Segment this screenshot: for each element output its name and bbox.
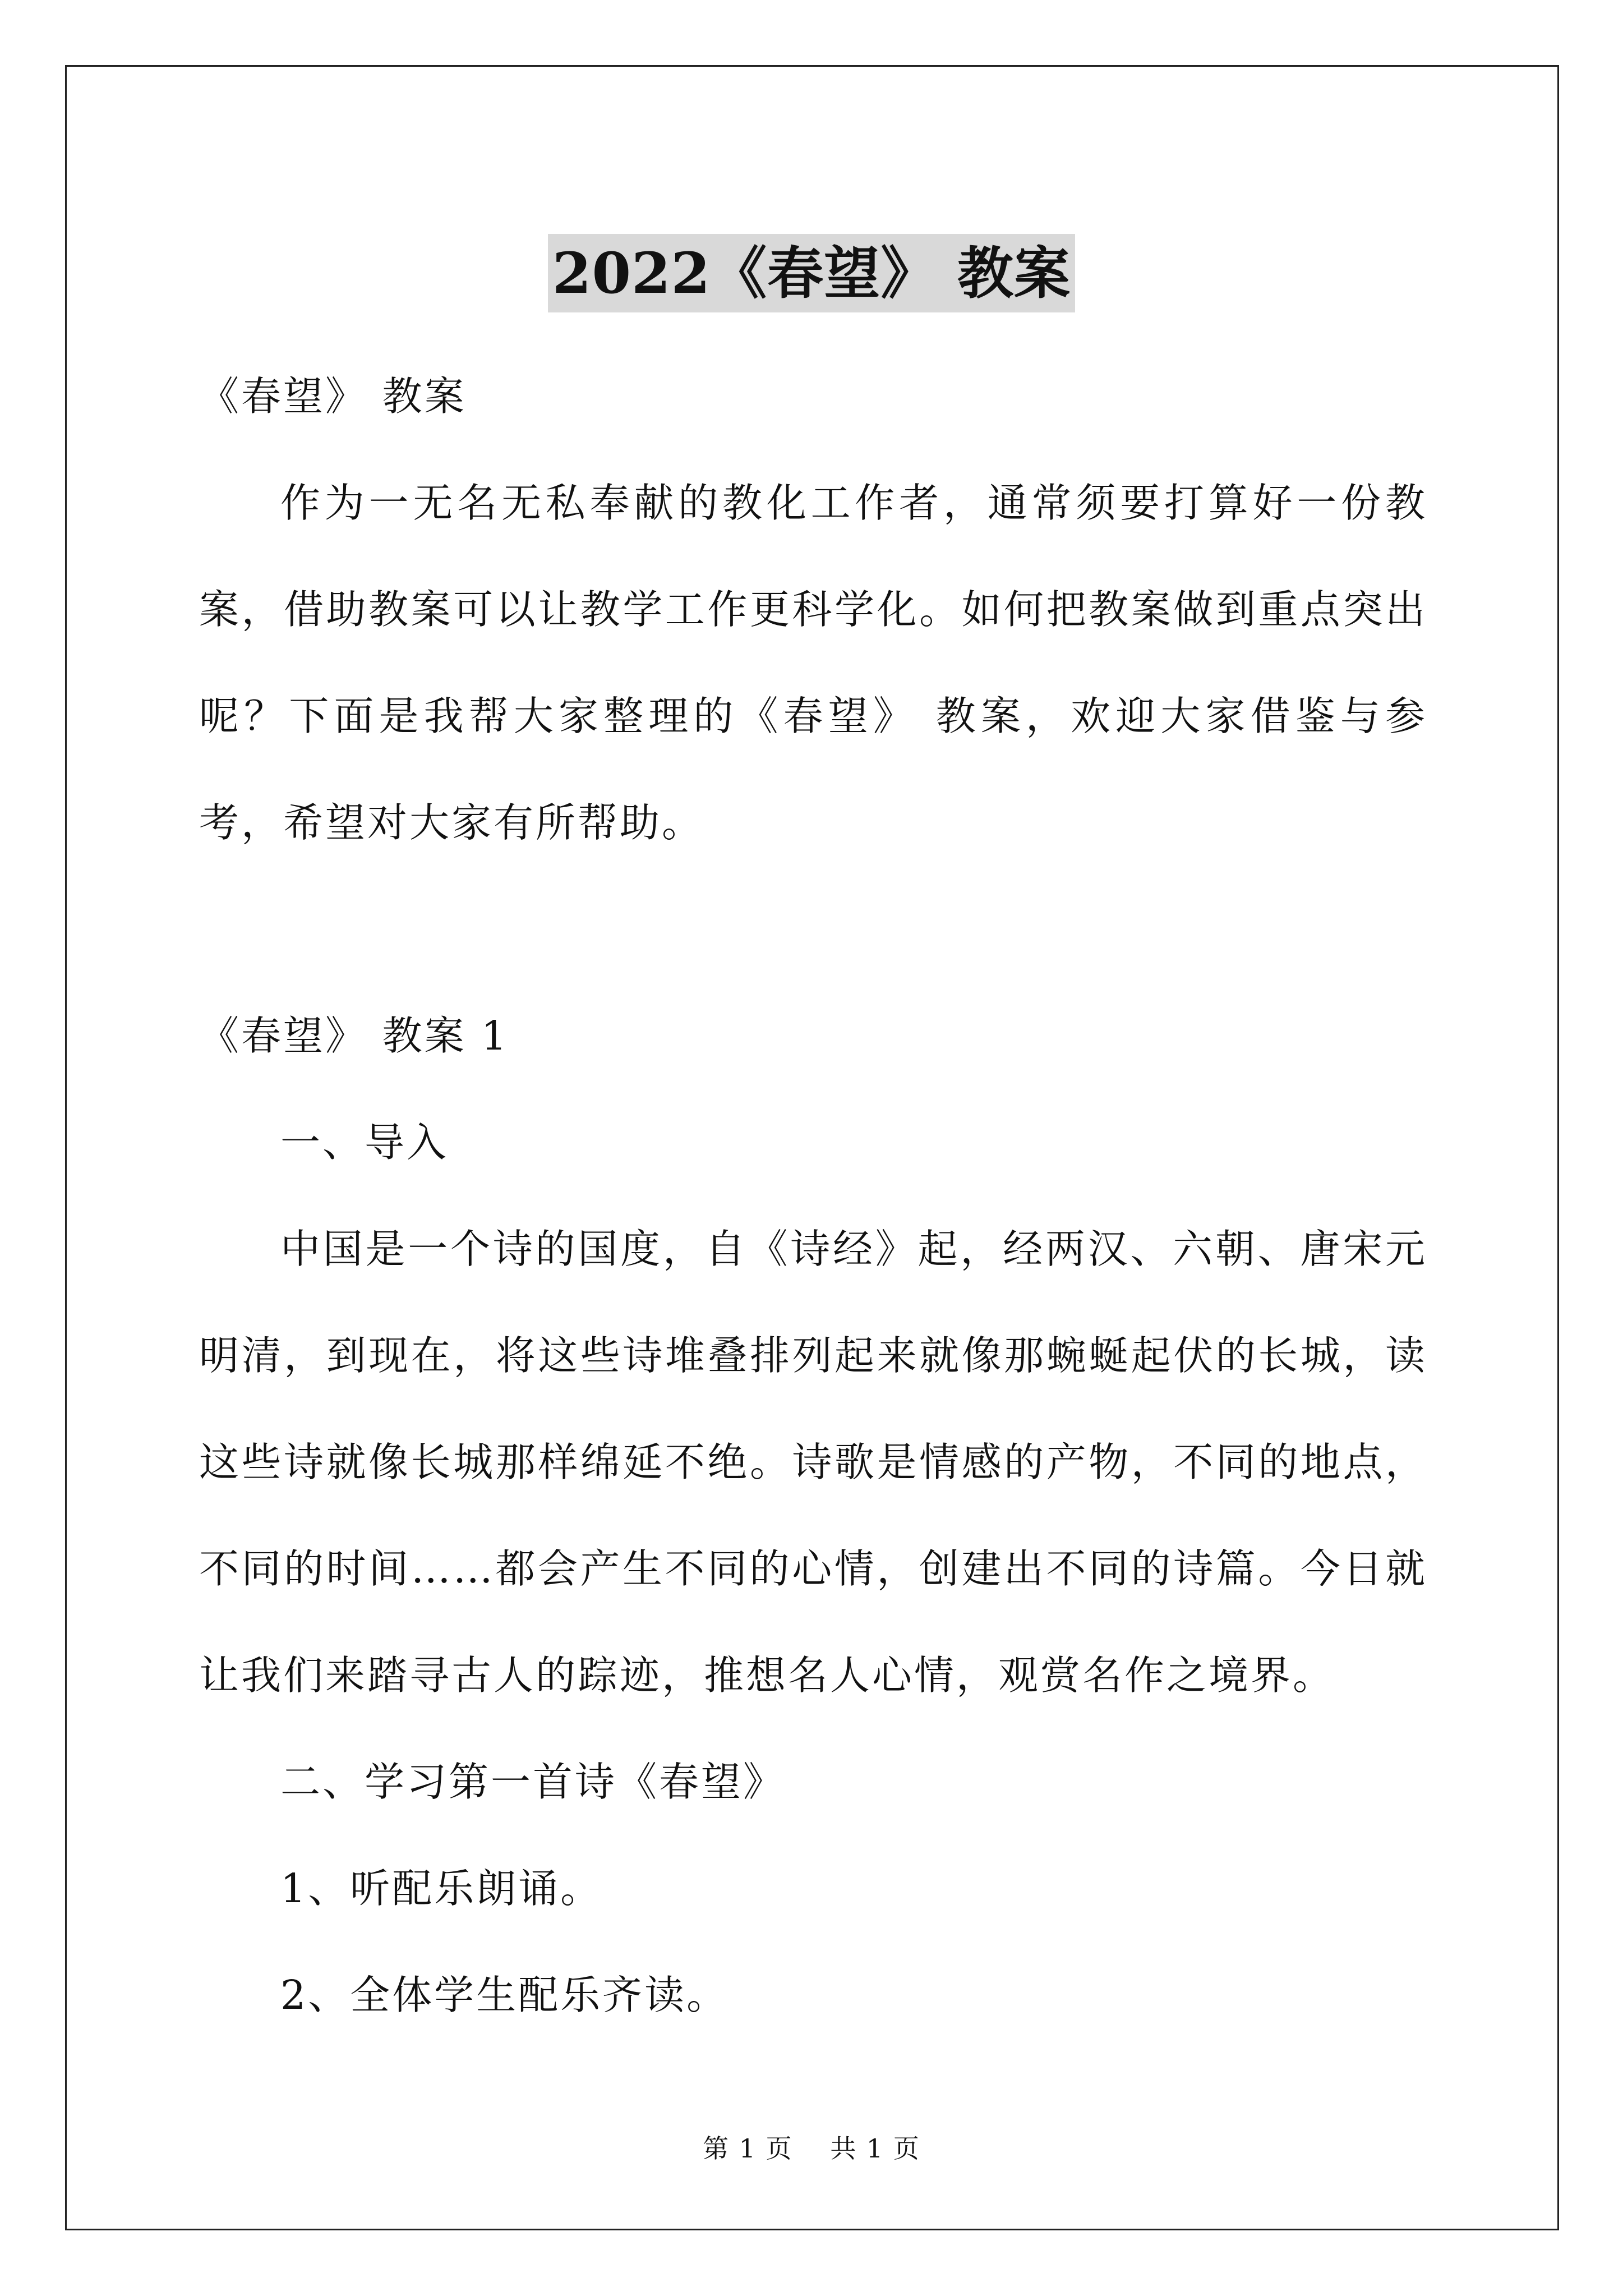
title-container xyxy=(0,196,1623,350)
subtitle: 《春望》 教案 xyxy=(199,373,467,420)
section-heading: 《春望》 教案 1 xyxy=(199,1013,509,1059)
page-number: 第 1 页 xyxy=(703,2133,793,2164)
document-body xyxy=(199,343,1427,2049)
document-title: 2022《春望》 教案 xyxy=(548,234,1075,312)
step-two: 2、全体学生配乐齐读。 xyxy=(280,1972,729,2018)
part-one-paragraph: 中国是一个诗的国度，自《诗经》起，经两汉、六朝、唐宋元明清，到现在，将这些诗堆叠排列起来就像那蜿蜒起伏的长城，读这些诗就像长城那样绵延不绝。诗歌是情感的产物，不同的地点，不同的时间……都会产生不同的心情，创建出不同的诗篇。今日就让我们来踏寻古人的踪迹，推想名人心情，观赏名作之境界。 xyxy=(199,1226,1427,1699)
part-one-heading: 一、导入 xyxy=(280,1119,449,1166)
page-footer xyxy=(0,2132,1623,2165)
part-two-heading: 二、学习第一首诗《春望》 xyxy=(280,1759,786,1805)
page-total: 共 1 页 xyxy=(830,2133,920,2164)
step-one: 1、听配乐朗诵。 xyxy=(280,1865,603,1912)
intro-paragraph: 作为一无名无私奉献的教化工作者，通常须要打算好一份教案，借助教案可以让教学工作更科学化。如何把教案做到重点突出呢？下面是我帮大家整理的《春望》 教案，欢迎大家借鉴与参考，希望对大家有所帮助。 xyxy=(199,480,1427,846)
